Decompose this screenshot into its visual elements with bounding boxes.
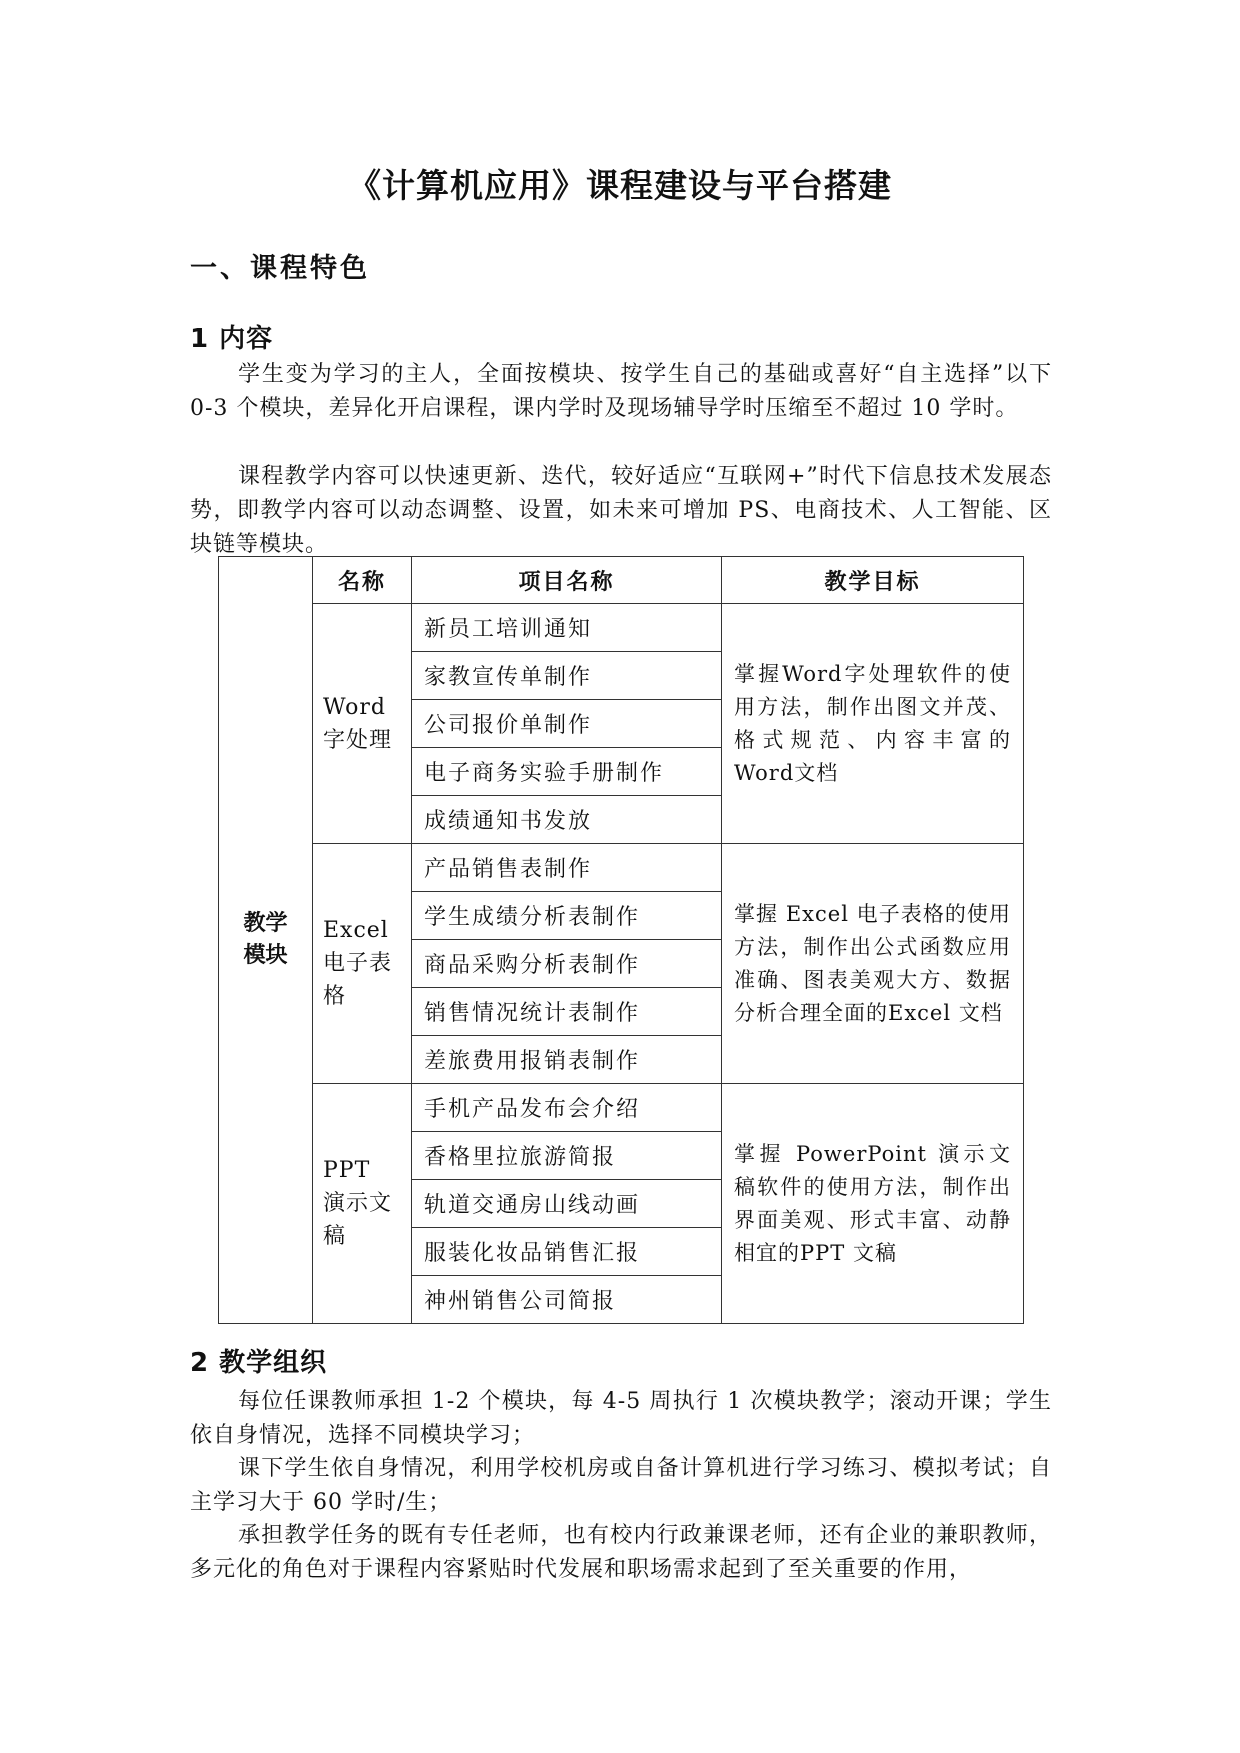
paragraph-5: 承担教学任务的既有专任老师，也有校内行政兼课老师，还有企业的兼职教师，多元化的角色对于课程内容紧贴时代发展和职场需求起到了至关重要的作用， [190,1523,1052,1582]
subsection-heading-content: 1 内容 [190,324,274,354]
category-label: 教学模块 [243,911,288,968]
header-goal: 教学目标 [722,557,1024,604]
table-row [219,604,1024,652]
project-cell: 差旅费用报销表制作 [412,1036,722,1084]
project-cell: 神州销售公司简报 [412,1276,722,1324]
module-table [218,556,1024,1324]
project-cell: 电子商务实验手册制作 [412,748,722,796]
table-row [219,1084,1024,1132]
module-goal-word: 掌握Word字处理软件的使用方法，制作出图文并茂、格式规范、内容丰富的Word文档 [722,604,1024,844]
section-heading-1: 一、课程特色 [190,253,370,284]
project-cell: 成绩通知书发放 [412,796,722,844]
module-name-word: Word 字处理 [313,604,412,844]
module-name-ppt: PPT 演示文稿 [313,1084,412,1324]
module-goal-excel: 掌握 Excel 电子表格的使用方法，制作出公式函数应用准确、图表美观大方、数据分析合理全面的Excel 文档 [722,844,1024,1084]
project-cell: 产品销售表制作 [412,844,722,892]
table-row [219,844,1024,892]
project-cell: 商品采购分析表制作 [412,940,722,988]
project-cell: 家教宣传单制作 [412,652,722,700]
project-cell: 服装化妆品销售汇报 [412,1228,722,1276]
category-cell [219,557,313,1324]
header-project: 项目名称 [412,557,722,604]
paragraph-2: 课程教学内容可以快速更新、迭代，较好适应“互联网+”时代下信息技术发展态势，即教学内容可以动态调整、设置，如未来可增加 PS、电商技术、人工智能、区块链等模块。 [190,464,1052,557]
subsection-heading-teaching: 2 教学组织 [190,1348,328,1378]
project-cell: 轨道交通房山线动画 [412,1180,722,1228]
module-goal-ppt: 掌握 PowerPoint 演示文稿软件的使用方法，制作出界面美观、形式丰富、动静相宜的PPT 文稿 [722,1084,1024,1324]
module-name-excel: Excel 电子表格 [313,844,412,1084]
header-name: 名称 [313,557,412,604]
project-cell: 公司报价单制作 [412,700,722,748]
paragraph-1: 学生变为学习的主人，全面按模块、按学生自己的基础或喜好“自主选择”以下 0-3 个模块，差异化开启课程，课内学时及现场辅导学时压缩至不超过 10 学时。 [190,362,1052,421]
paragraph-4: 课下学生依自身情况，利用学校机房或自备计算机进行学习练习、模拟考试；自主学习大于 60 学时/生； [190,1456,1052,1515]
project-cell: 销售情况统计表制作 [412,988,722,1036]
project-cell: 学生成绩分析表制作 [412,892,722,940]
table-header-row [219,557,1024,604]
page-title: 《计算机应用》课程建设与平台搭建 [348,166,892,205]
project-cell: 新员工培训通知 [412,604,722,652]
project-cell: 香格里拉旅游简报 [412,1132,722,1180]
paragraph-3: 每位任课教师承担 1-2 个模块，每 4-5 周执行 1 次模块教学；滚动开课；学生依自身情况，选择不同模块学习； [190,1389,1052,1448]
project-cell: 手机产品发布会介绍 [412,1084,722,1132]
